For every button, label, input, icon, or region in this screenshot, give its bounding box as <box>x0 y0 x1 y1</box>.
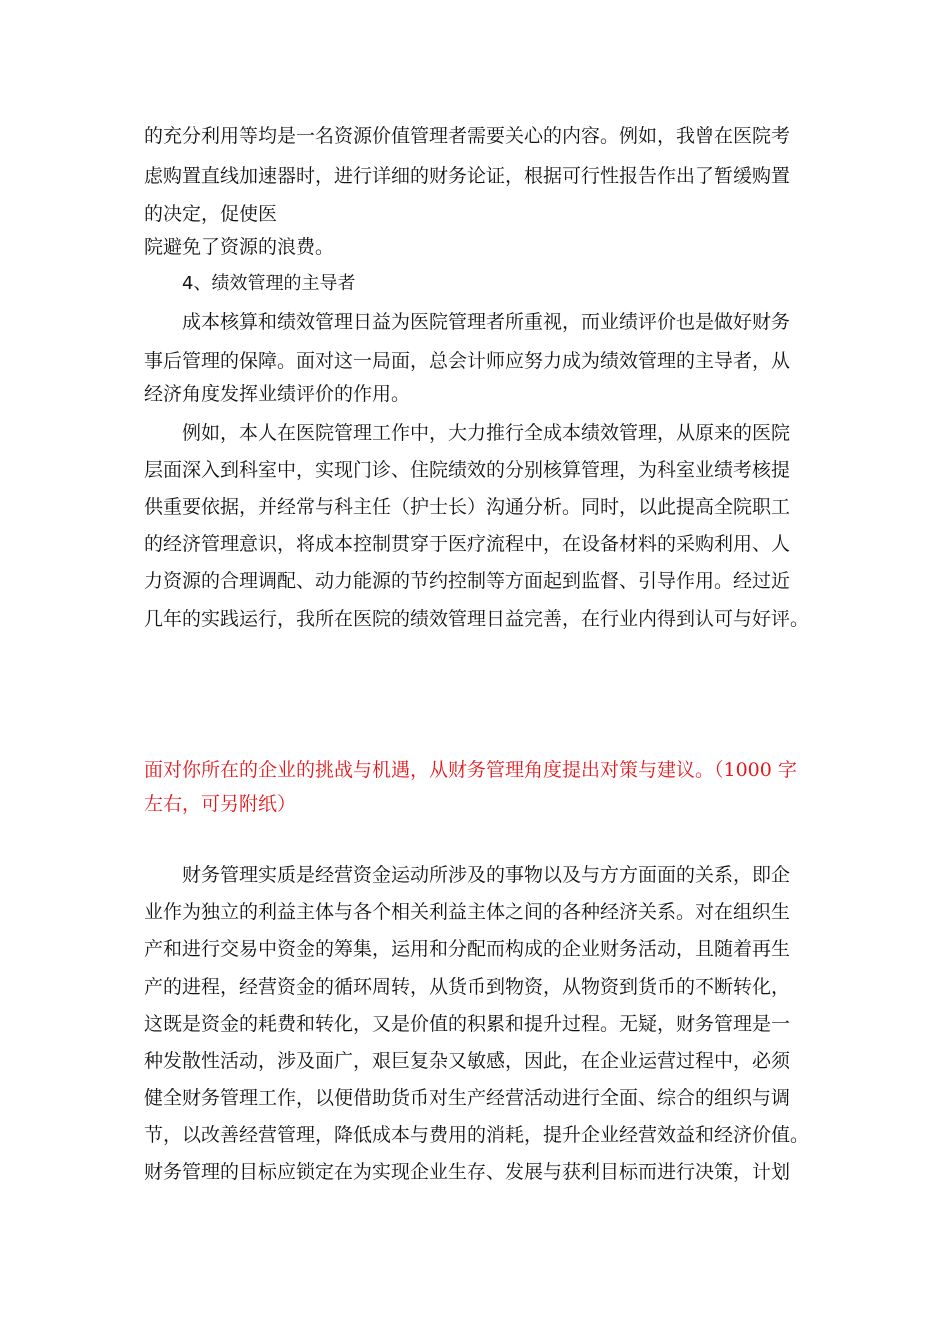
body-text-line: 的充分利用等均是一名资源价值管理者需要关心的内容。例如，我曾在医院考 <box>144 125 791 147</box>
body-text-line: 力资源的合理调配、动力能源的节约控制等方面起到监督、引导作用。经过近 <box>144 570 791 592</box>
body-text-line: 例如，本人在医院管理工作中，大力推行全成本绩效管理，从原来的医院 <box>182 422 791 444</box>
question-text-line: 左右，可另附纸） <box>144 793 297 815</box>
body-text-line: 层面深入到科室中，实现门诊、住院绩效的分别核算管理，为科室业绩考核提 <box>144 459 791 481</box>
body-text-line: 成本核算和绩效管理日益为医院管理者所重视，而业绩评价也是做好财务 <box>182 311 791 333</box>
body-text-line: 财务管理实质是经营资金运动所涉及的事物以及与方方面面的关系，即企 <box>182 864 791 886</box>
body-text-line: 这既是资金的耗费和转化，又是价值的积累和提升过程。无疑，财务管理是一 <box>144 1013 791 1035</box>
body-text-line: 几年的实践运行，我所在医院的绩效管理日益完善，在行业内得到认可与好评。 <box>144 608 810 630</box>
body-text-line: 种发散性活动，涉及面广，艰巨复杂又敏感，因此，在企业运营过程中，必须 <box>144 1050 791 1072</box>
body-text-line: 节，以改善经营管理，降低成本与费用的消耗，提升企业经营效益和经济价值。 <box>144 1124 810 1146</box>
body-text-line: 虑购置直线加速器时，进行详细的财务论证，根据可行性报告作出了暂缓购置 <box>144 165 791 187</box>
body-text-line: 经济角度发挥业绩评价的作用。 <box>144 383 411 405</box>
section-heading: 4、绩效管理的主导者 <box>182 273 356 294</box>
body-text-line: 供重要依据，并经常与科主任（护士长）沟通分析。同时，以此提高全院职工 <box>144 496 791 518</box>
body-text-line: 健全财务管理工作，以便借助货币对生产经营活动进行全面、综合的组织与调 <box>144 1087 791 1109</box>
body-text-line: 产和进行交易中资金的筹集，运用和分配而构成的企业财务活动，且随着再生 <box>144 938 791 960</box>
body-text-line: 事后管理的保障。面对这一局面，总会计师应努力成为绩效管理的主导者，从 <box>144 350 791 372</box>
body-text-line: 财务管理的目标应锁定在为实现企业生存、发展与获利目标而进行决策，计划 <box>144 1161 791 1183</box>
body-text-line: 的决定，促使医 <box>144 203 278 225</box>
body-text-line: 的经济管理意识，将成本控制贯穿于医疗流程中，在设备材料的采购利用、人 <box>144 533 791 555</box>
body-text-line: 产的进程，经营资金的循环周转，从货币到物资，从物资到货币的不断转化， <box>144 976 791 998</box>
question-text-line: 面对你所在的企业的挑战与机遇，从财务管理角度提出对策与建议。（1000 字 <box>144 759 797 781</box>
body-text-line: 业作为独立的利益主体与各个相关利益主体之间的各种经济关系。对在组织生 <box>144 901 791 923</box>
body-text-line: 院避免了资源的浪费。 <box>144 236 335 258</box>
